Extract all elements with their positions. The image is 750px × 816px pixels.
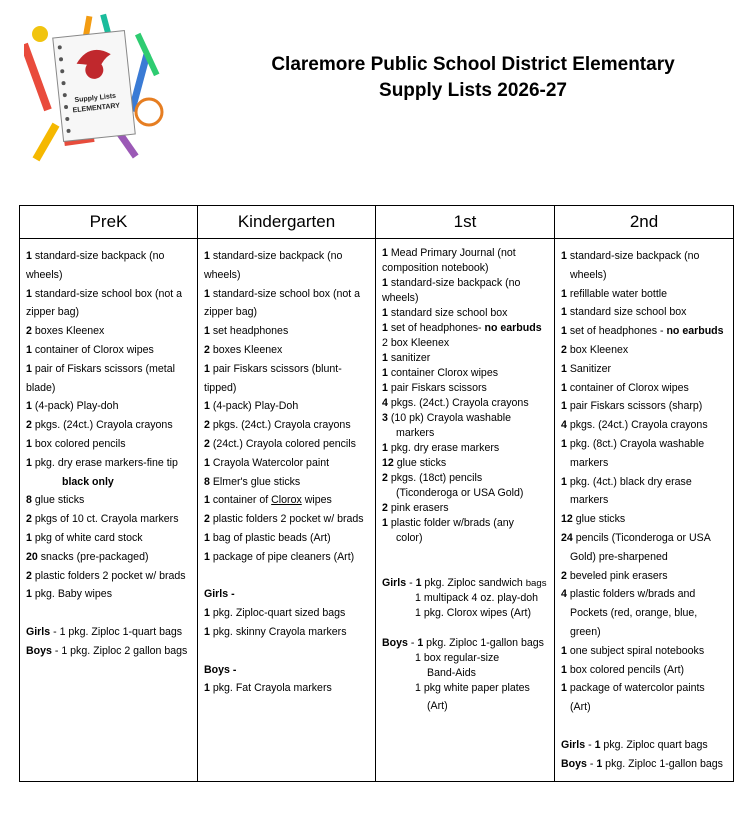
list-item: 1 container Clorox wipes	[382, 367, 499, 379]
list-item: 4 pkgs. (24ct.) Crayola crayons	[561, 419, 708, 432]
list-item: 1 Mead Primary Journal (not composition notebook)	[382, 247, 516, 274]
kindergarten-list	[198, 239, 376, 782]
list-item: 1 pkg. (4ct.) black dry erase markers	[561, 475, 692, 507]
list-item: 1 (4-pack) Play-doh	[26, 400, 119, 413]
title-line1: Claremore Public School District Elementary	[271, 54, 675, 75]
list-item: 1 pkg of white card stock	[26, 531, 143, 544]
list-item: 1 set of headphones - no earbuds	[561, 325, 724, 338]
list-item: 1 package of watercolor paints (Art)	[561, 682, 705, 714]
list-item: 1 set of headphones- no earbuds	[382, 322, 542, 334]
list-item: 1 pkg. dry erase markers	[382, 442, 500, 454]
list-item: 1 standard-size backpack (no wheels)	[26, 250, 165, 281]
supply-table	[19, 205, 734, 782]
girls-item: Girls - 1 pkg. Ziploc quart bags	[561, 738, 708, 751]
list-item-cont: (Ticonderoga or USA Gold)	[396, 487, 524, 499]
list-item: 1 pkg. Fat Crayola markers	[204, 682, 332, 695]
first-grade-list	[376, 239, 555, 782]
list-item-cont: (Art)	[427, 700, 448, 712]
list-item-cont: Band-Aids	[427, 667, 476, 679]
list-item: 12 glue sticks	[561, 513, 626, 526]
list-item: 1 one subject spiral notebooks	[561, 644, 705, 657]
list-item: 1 package of pipe cleaners (Art)	[204, 550, 355, 563]
girls-label: Girls -	[204, 588, 235, 601]
list-item: 2 pkgs of 10 ct. Crayola markers	[26, 513, 179, 526]
list-item: 4 plastic folders w/brads and Pockets (red, orange, blue, green)	[561, 588, 698, 638]
column-header-prek: PreK	[20, 206, 198, 239]
column-header-1st: 1st	[376, 206, 555, 239]
list-item: 1 standard-size backpack (no wheels)	[561, 250, 700, 281]
list-item: 2 pkgs. (24ct.) Crayola crayons	[26, 419, 173, 432]
list-item: 1 standard-size backpack (no wheels)	[204, 250, 343, 281]
title-line2: Supply Lists 2026-27	[379, 80, 567, 101]
boys-label: Boys -	[204, 663, 237, 676]
list-item: 24 pencils (Ticonderoga or USA Gold) pre-sharpened	[561, 531, 711, 563]
list-item: 1 standard-size backpack (no wheels)	[382, 277, 521, 304]
list-item: 1 pkg. Ziploc-quart sized bags	[204, 607, 346, 620]
list-item: 4 pkgs. (24ct.) Crayola crayons	[382, 397, 529, 409]
list-item-cont: color)	[396, 532, 423, 544]
content-row	[20, 239, 734, 782]
list-item: 1 pair Fiskars scissors (blunt-tipped)	[204, 362, 342, 394]
list-item: 1 pkg. Baby wipes	[26, 588, 112, 601]
list-item: 2 boxes Kleenex	[204, 343, 283, 356]
list-item: 2 pink erasers	[382, 502, 449, 514]
list-item: 2 boxes Kleenex	[26, 325, 105, 338]
boys-item: Boys - 1 pkg. Ziploc 2 gallon bags	[26, 644, 188, 657]
list-item: 2 box Kleenex	[382, 337, 450, 349]
list-item: 1 pkg. Clorox wipes (Art)	[415, 607, 531, 619]
list-item: 1 standard size school box	[561, 306, 687, 319]
column-header-kindergarten: Kindergarten	[198, 206, 376, 239]
list-item: 1 standard size school box	[382, 307, 508, 319]
list-item: 1 bag of plastic beads (Art)	[204, 531, 331, 544]
page-title	[240, 52, 706, 104]
list-item: 1 pair Fiskars scissors	[382, 382, 487, 394]
list-item: 1 set headphones	[204, 325, 289, 338]
boys-item: Boys - 1 pkg. Ziploc 1-gallon bags	[382, 637, 544, 649]
list-item: 8 glue sticks	[26, 494, 85, 507]
list-item: 1 pair Fiskars scissors (sharp)	[561, 400, 703, 413]
list-item: 1 container of Clorox wipes	[26, 343, 154, 356]
list-item-cont: markers	[396, 427, 435, 439]
list-item: 1 Crayola Watercolor paint	[204, 456, 330, 469]
list-item: 20 snacks (pre-packaged)	[26, 550, 149, 563]
list-item: 1 standard-size school box (not a zipper bag)	[204, 287, 361, 319]
list-item: 8 Elmer's glue sticks	[204, 475, 301, 488]
list-item: 1 pkg. skinny Crayola markers	[204, 625, 347, 638]
logo-line2: ELEMENTARY	[72, 102, 121, 115]
list-item: 2 pkgs. (24ct.) Crayola crayons	[204, 419, 351, 432]
list-item: 1 pkg. dry erase markers-fine tip	[26, 456, 178, 469]
column-header-2nd: 2nd	[555, 206, 734, 239]
list-item: 1 standard-size school box (not a zipper bag)	[26, 287, 183, 319]
school-logo	[24, 12, 164, 162]
list-item: 2 beveled pink erasers	[561, 569, 668, 582]
list-item: 1 box regular-size	[415, 652, 500, 664]
logo-line1: Supply Lists	[74, 92, 117, 105]
list-item: 12 glue sticks	[382, 457, 447, 469]
prek-list	[20, 239, 198, 782]
list-item: 1 box colored pencils (Art)	[561, 663, 685, 676]
list-item: 1 pkg. (8ct.) Crayola washable markers	[561, 437, 705, 469]
header-row	[20, 206, 734, 239]
list-item: 3 (10 pk) Crayola washable	[382, 412, 511, 424]
list-item: 2 box Kleenex	[561, 343, 629, 356]
boys-item: Boys - 1 pkg. Ziploc 1-gallon bags	[561, 757, 723, 770]
list-item: 1 plastic folder w/brads (any	[382, 517, 514, 529]
list-item: 1 multipack 4 oz. play-doh	[415, 592, 539, 604]
list-item-note: black only	[62, 475, 114, 488]
list-item: 1 pkg white paper plates	[415, 682, 530, 694]
list-item: 1 refillable water bottle	[561, 287, 668, 300]
list-item: 1 (4-pack) Play-Doh	[204, 400, 299, 413]
list-item: 2 plastic folders 2 pocket w/ brads	[26, 569, 186, 582]
list-item: 1 sanitizer	[382, 352, 431, 364]
list-item: 2 plastic folders 2 pocket w/ brads	[204, 513, 364, 526]
list-item: 2 pkgs. (18ct) pencils	[382, 472, 483, 484]
list-item: 2 (24ct.) Crayola colored pencils	[204, 437, 356, 450]
girls-item: Girls - 1 pkg. Ziploc 1-quart bags	[26, 625, 183, 638]
list-item: 1 pair of Fiskars scissors (metal blade)	[26, 362, 175, 394]
list-item: 1 container of Clorox wipes	[561, 381, 689, 394]
list-item: 1 Sanitizer	[561, 362, 612, 375]
girls-item: Girls - 1 pkg. Ziploc sandwich bags	[382, 577, 547, 589]
second-grade-list	[555, 239, 734, 782]
list-item: 1 container of Clorox wipes	[204, 494, 332, 507]
list-item: 1 box colored pencils	[26, 437, 126, 450]
